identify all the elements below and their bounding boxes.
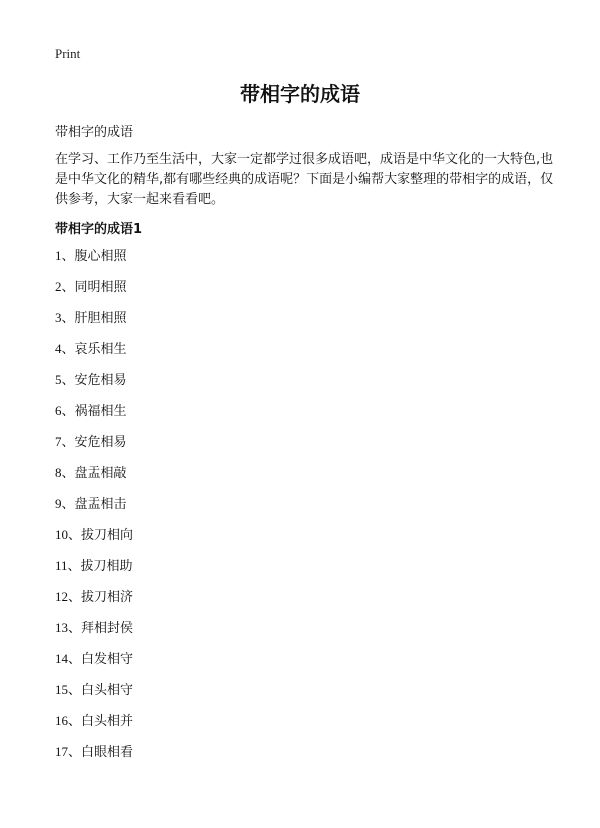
list-item xyxy=(55,744,133,775)
print-link[interactable]: Print xyxy=(55,46,81,61)
list-item-number: 5、 xyxy=(55,372,75,387)
list-item xyxy=(55,527,133,558)
list-item-text: 白发相守 xyxy=(81,652,134,667)
list-item-number: 10、 xyxy=(55,527,82,542)
list-item-number: 3、 xyxy=(55,310,75,325)
list-item xyxy=(55,682,133,713)
list-item-number: 6、 xyxy=(55,403,75,418)
list-item xyxy=(55,651,133,682)
list-item-number: 14、 xyxy=(55,651,82,666)
list-item-text: 祸福相生 xyxy=(74,404,127,419)
list-item-number: 2、 xyxy=(55,279,75,294)
list-item-text: 安危相易 xyxy=(74,435,127,450)
list-item-number: 9、 xyxy=(55,496,75,511)
list-item xyxy=(55,248,133,279)
list-item-number: 7、 xyxy=(55,434,75,449)
list-item-text: 拔刀相助 xyxy=(80,559,133,574)
list-item xyxy=(55,713,133,744)
list-item-text: 肝胆相照 xyxy=(74,311,127,326)
list-item-number: 4、 xyxy=(55,341,75,356)
subtitle: 带相字的成语 xyxy=(55,125,134,140)
list-item xyxy=(55,434,133,465)
list-item xyxy=(55,310,133,341)
list-item-number: 16、 xyxy=(55,713,82,728)
list-item-number: 15、 xyxy=(55,682,82,697)
list-item xyxy=(55,465,133,496)
list-item-text: 白头相守 xyxy=(81,683,134,698)
list-item-number: 11、 xyxy=(55,558,81,573)
list-item-number: 12、 xyxy=(55,589,82,604)
list-item-text: 拔刀相向 xyxy=(81,528,134,543)
list-item-text: 拜相封侯 xyxy=(81,621,134,636)
list-item-text: 盘盂相击 xyxy=(74,497,127,512)
list-item-number: 8、 xyxy=(55,465,75,480)
list-item xyxy=(55,341,133,372)
intro-paragraph: 在学习、工作乃至生活中，大家一定都学过很多成语吧，成语是中华文化的一大特色,也是中华文化的精华,都有哪些经典的成语呢？下面是小编帮大家整理的带相字的成语，仅供参考，大家一起来看看吧。 xyxy=(55,152,554,207)
list-item-text: 白眼相看 xyxy=(81,745,134,760)
list-item xyxy=(55,589,133,620)
list-item-number: 1、 xyxy=(55,248,75,263)
idiom-list xyxy=(55,248,133,775)
list-item-text: 拔刀相济 xyxy=(81,590,134,605)
list-item-text: 同明相照 xyxy=(74,280,127,295)
list-item xyxy=(55,372,133,403)
list-item-number: 13、 xyxy=(55,620,82,635)
list-item-text: 哀乐相生 xyxy=(74,342,127,357)
list-item-text: 腹心相照 xyxy=(74,249,127,264)
list-item-text: 盘盂相敲 xyxy=(74,466,127,481)
list-item-text: 安危相易 xyxy=(74,373,127,388)
list-item xyxy=(55,403,133,434)
page-title: 带相字的成语 xyxy=(240,82,360,106)
section-heading: 带相字的成语1 xyxy=(55,222,143,237)
list-item xyxy=(55,279,133,310)
list-item xyxy=(55,558,133,589)
list-item xyxy=(55,496,133,527)
list-item xyxy=(55,620,133,651)
list-item-text: 白头相并 xyxy=(81,714,134,729)
list-item-number: 17、 xyxy=(55,744,82,759)
